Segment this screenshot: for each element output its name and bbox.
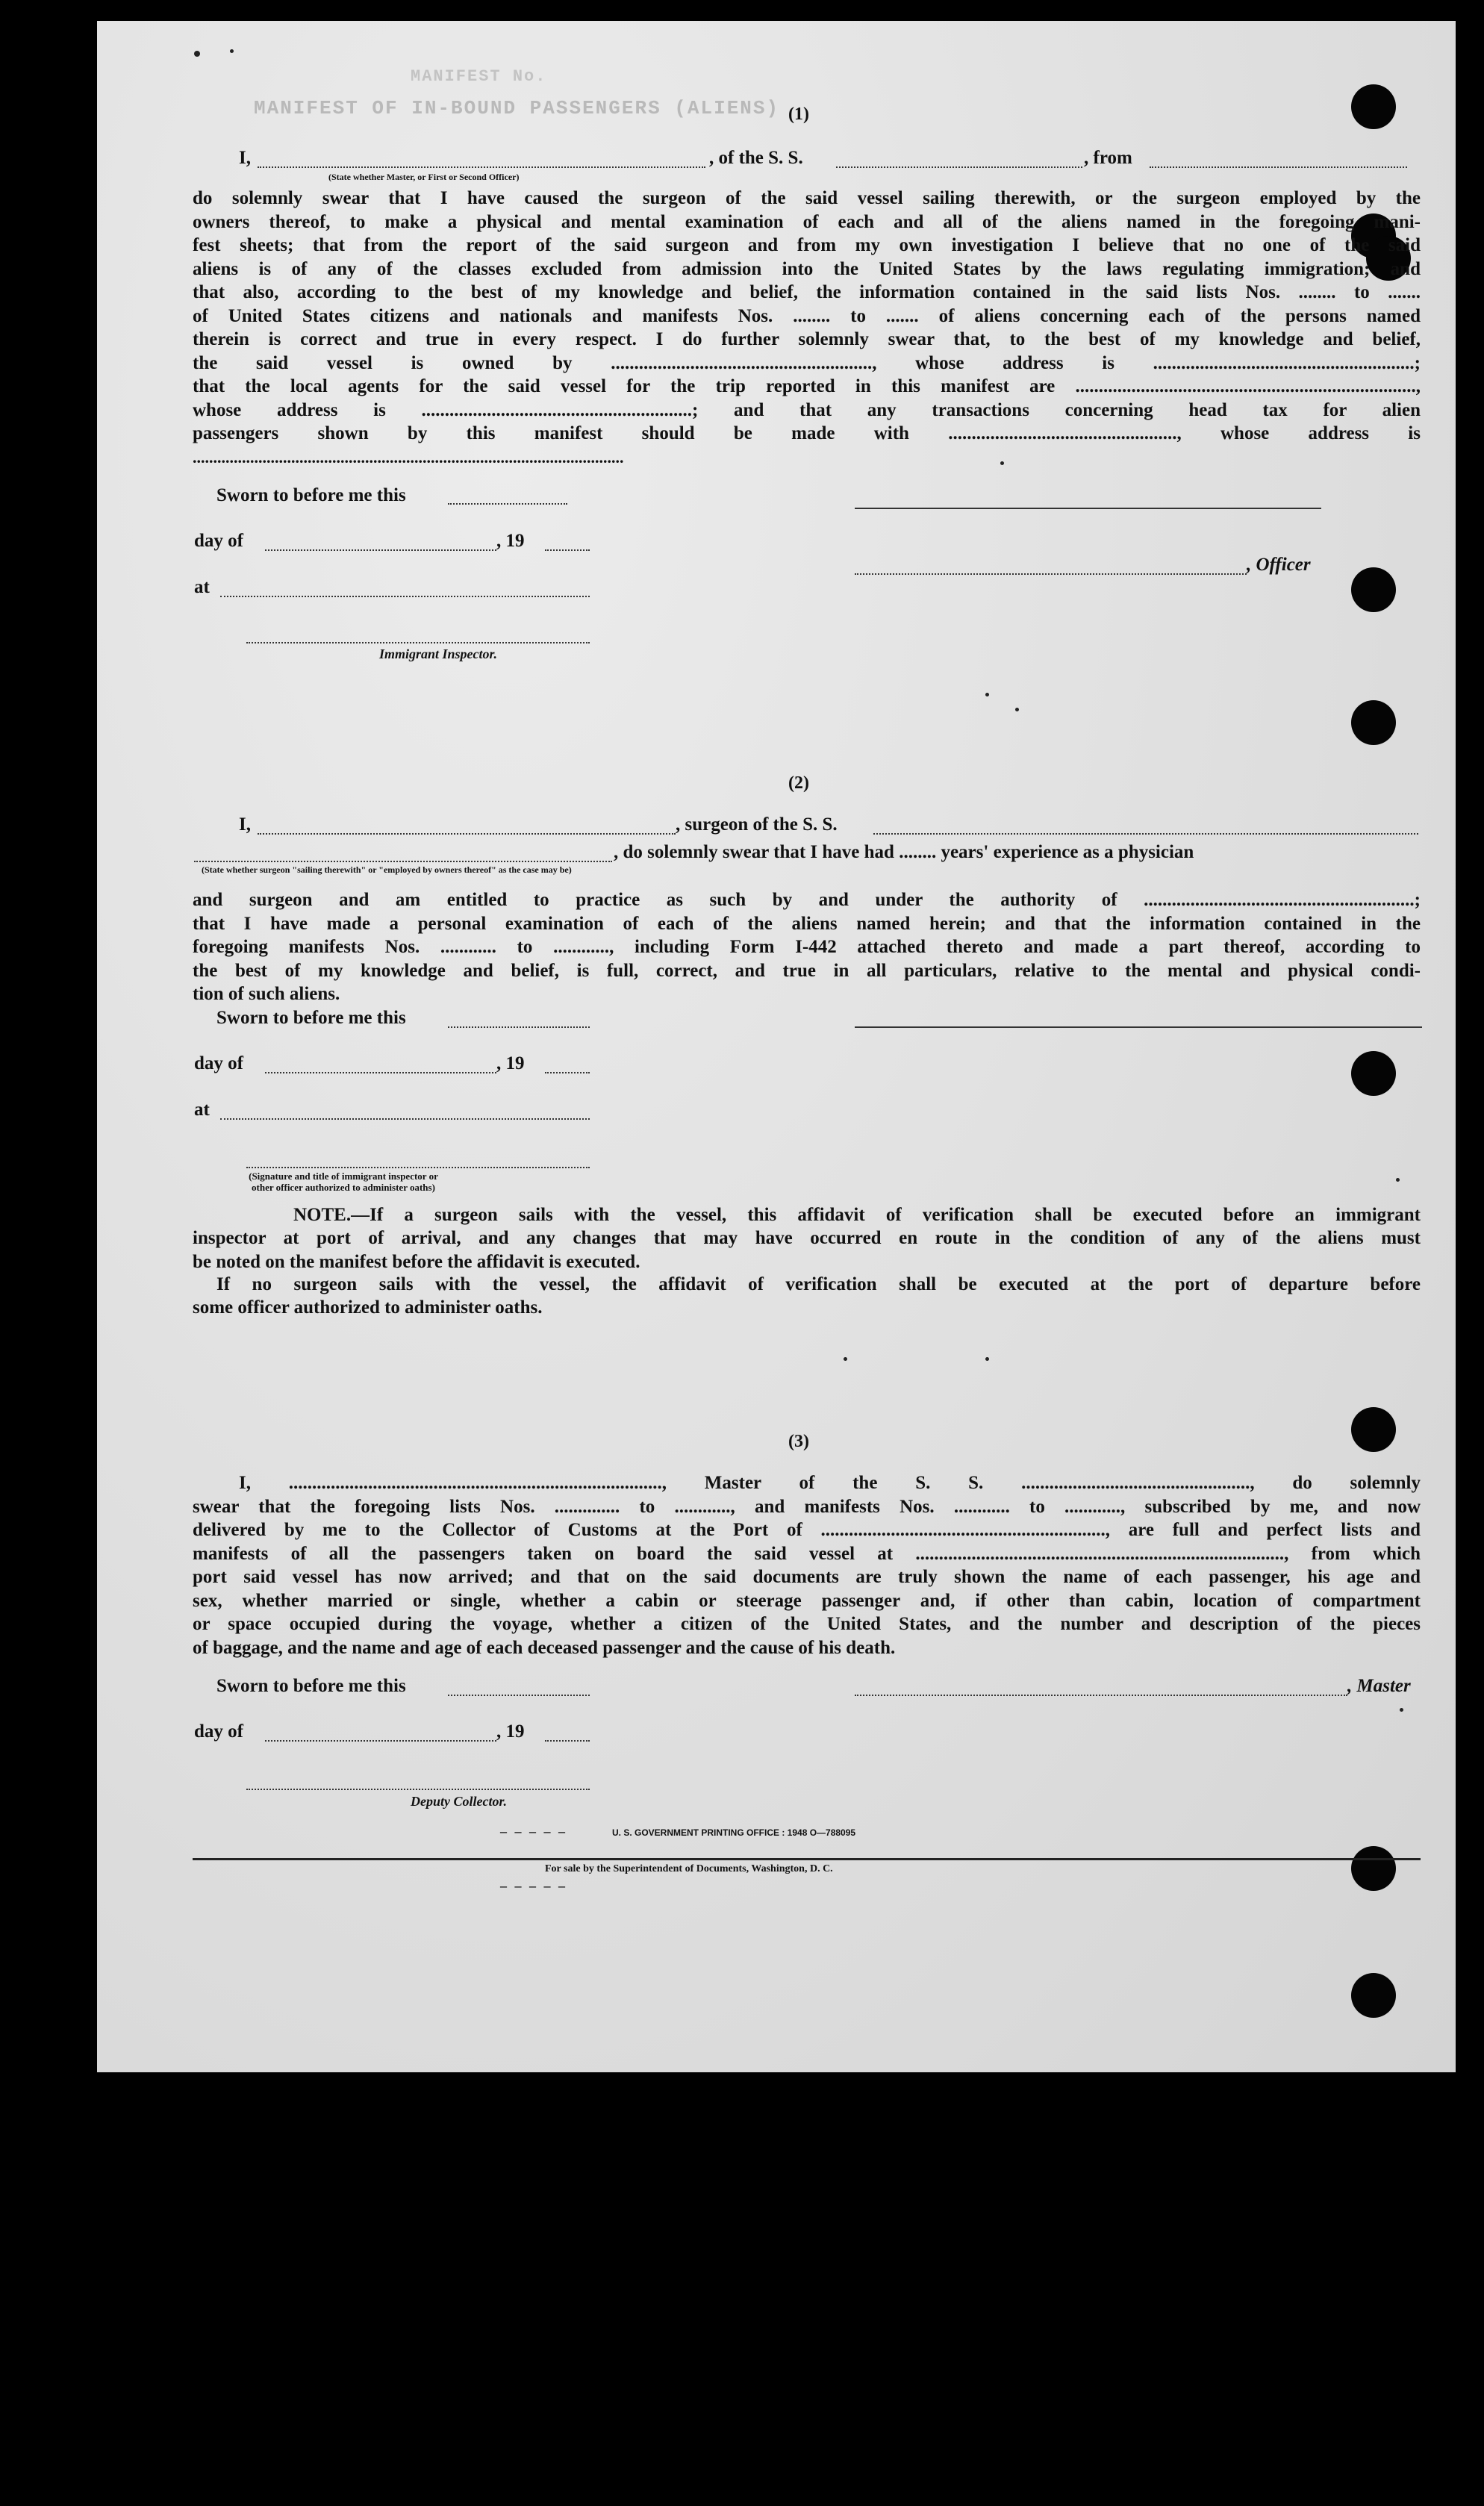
section-2-i: I, (239, 814, 251, 835)
section-3-sworn: Sworn to before me this (216, 1676, 406, 1696)
speck (985, 693, 989, 696)
section-1-from: , from (1084, 148, 1132, 168)
speck (1396, 1178, 1400, 1182)
authorized-officer-signature-line (246, 1167, 590, 1168)
section-2-sworn: Sworn to before me this (216, 1008, 406, 1028)
oath-line: the said vessel is owned by ........................................................, whose address is ........................................................; (193, 352, 1421, 373)
section-2-at: at (194, 1100, 210, 1120)
year-blank (545, 1740, 590, 1742)
section-3-day-of: day of (194, 1721, 243, 1742)
bleed-through-title: MANIFEST OF IN-BOUND PASSENGERS (ALIENS) (254, 97, 780, 119)
sworn-date-blank (448, 503, 567, 505)
punch-hole (1351, 567, 1396, 612)
section-1-day-of: day of (194, 531, 243, 551)
day-blank (265, 1740, 496, 1742)
section-1-of-ss: , of the S. S. (709, 148, 803, 168)
section-1-sworn: Sworn to before me this (216, 485, 406, 505)
punch-hole (1351, 1407, 1396, 1452)
master-signature-line (855, 1695, 1347, 1696)
printer-imprint: U. S. GOVERNMENT PRINTING OFFICE : 1948 O—788095 (612, 1827, 856, 1838)
year-blank (545, 1072, 590, 1073)
punch-hole (1351, 84, 1396, 129)
oath-line: passengers shown by this manifest should be made with ................................................., whose address is (193, 423, 1421, 443)
section-2-heading: (2) (788, 773, 809, 793)
section-2-oath (193, 888, 1421, 1006)
oath-line: fest sheets; that from the report of the said surgeon and from my own investigation I believe that no one of the said (193, 235, 1421, 255)
oath-line: delivered by me to the Collector of Customs at the Port of ............................................................., are full and perfect lists and (193, 1520, 1421, 1540)
note-second-paragraph-cont (193, 1296, 1421, 1319)
master-name-blank (258, 166, 705, 168)
surgeon-status-blank (194, 861, 612, 862)
note-paragraph-cont (193, 1226, 1421, 1274)
printer-dashes: – – – – – (500, 1824, 567, 1839)
year-blank (545, 549, 590, 551)
section-1-heading: (1) (788, 105, 809, 124)
oath-line: do solemnly swear that I have caused the surgeon of the said vessel sailing therewith, or the surgeon employed by the (193, 188, 1421, 208)
section-3-year: , 19 (496, 1721, 525, 1742)
oath-line: I, ................................................................................, Master of the S. S. ................................................., do solemnly (239, 1473, 1421, 1493)
surgeon-status-note: (State whether surgeon "sailing therewith" or "employed by owners thereof" as the case may be) (202, 864, 572, 875)
note-line: If no surgeon sails with the vessel, the affidavit of verification shall be executed at the port of departure before (216, 1274, 1421, 1294)
day-blank (265, 549, 496, 551)
section-2-year: , 19 (496, 1053, 525, 1073)
vessel-name-blank (836, 166, 1082, 168)
note-line: some officer authorized to administer oaths. (193, 1297, 543, 1318)
oath-line: of baggage, and the name and age of each deceased passenger and the cause of his death. (193, 1637, 896, 1658)
section-3-oath (193, 1471, 1421, 1659)
deputy-collector-caption: Deputy Collector. (411, 1794, 507, 1809)
oath-line: or space occupied during the voyage, whether a citizen of the United States, and the number and description of the pieces (193, 1614, 1421, 1634)
section-1-at: at (194, 577, 210, 597)
note-line: be noted on the manifest before the affidavit is executed. (193, 1251, 640, 1272)
speck (1015, 708, 1019, 711)
speck (985, 1357, 989, 1361)
oath-line: owners thereof, to make a physical and mental examination of each and all of the aliens named in the foregoing mani- (193, 211, 1421, 232)
surgeon-signature-line (855, 1026, 1422, 1028)
speck (1400, 1708, 1403, 1712)
oath-line: of United States citizens and nationals and manifests Nos. ........ to ....... of aliens concerning each of the persons named (193, 305, 1421, 326)
inspector-signature-line (246, 642, 590, 643)
speck (230, 49, 234, 53)
oath-line: sex, whether married or single, whether a cabin or steerage passenger and, if other than cabin, location of compartment (193, 1590, 1421, 1611)
oath-line: aliens is of any of the classes excluded from admission into the United States by the laws regulating immigration; and (193, 258, 1421, 279)
document-page (97, 21, 1456, 2072)
officer-rank-note: (State whether Master, or First or Second Officer) (328, 172, 520, 182)
section-1-i: I, (239, 148, 251, 168)
speck (194, 51, 200, 57)
at-blank (220, 1118, 590, 1120)
section-1-officer: , Officer (1247, 555, 1311, 575)
oath-line: therein is correct and true in every respect. I do further solemnly swear that, to the best of my knowledge and belief, (193, 329, 1421, 349)
note-second-paragraph (216, 1273, 1421, 1297)
note-line: inspector at port of arrival, and any changes that may have occurred en route in the condition of any of the aliens must (193, 1228, 1421, 1248)
signature-caption: (Signature and title of immigrant inspector or other officer authorized to administer oaths) (249, 1171, 438, 1193)
section-1-oath (193, 187, 1421, 469)
officer-signature-line (855, 508, 1321, 509)
note-paragraph (293, 1203, 1421, 1227)
section-3-master: , Master (1347, 1676, 1411, 1696)
section-1-year: , 19 (496, 531, 525, 551)
section-3-heading: (3) (788, 1432, 809, 1451)
oath-line: that the local agents for the said vessel for the trip reported in this manifest are ........................................................................., (193, 376, 1421, 396)
section-2-line-2: , do solemnly swear that I have had ........ years' experience as a physician (614, 842, 1194, 862)
oath-line: foregoing manifests Nos. ............ to ............, including Form I-442 attached thereto and made a part thereof, according to (193, 937, 1421, 957)
punch-hole (1351, 1846, 1396, 1891)
footer-dashes: – – – – – (500, 1878, 567, 1893)
surgeon-name-blank (258, 833, 676, 835)
sworn-date-blank (448, 1026, 590, 1028)
oath-line: that I have made a personal examination of each of the aliens named herein; and that the information contained in the (193, 913, 1421, 934)
oath-line: tion of such aliens. (193, 984, 340, 1004)
punch-hole (1351, 1973, 1396, 2018)
at-blank (220, 596, 590, 597)
officer-title-blank (855, 573, 1247, 575)
surgeon-vessel-blank (873, 833, 1418, 835)
oath-line: that also, according to the best of my knowledge and belief, the information contained in the said lists Nos. ........ to ....... (193, 282, 1421, 302)
oath-line: the best of my knowledge and belief, is full, correct, and true in all particulars, relative to the mental and physical condi- (193, 960, 1421, 981)
speck (844, 1357, 847, 1361)
section-2-surgeon-of: , surgeon of the S. S. (676, 814, 838, 835)
oath-line: swear that the foregoing lists Nos. .............. to ............, and manifests Nos. ............ to ............, subscribed by me, and now (193, 1496, 1421, 1517)
footer-rule (193, 1858, 1421, 1860)
note-line: NOTE.—If a surgeon sails with the vessel, this affidavit of verification shall be executed before an immigrant (293, 1205, 1421, 1225)
sale-notice: For sale by the Superintendent of Documents, Washington, D. C. (545, 1863, 833, 1874)
sworn-date-blank (448, 1695, 590, 1696)
section-2-day-of: day of (194, 1053, 243, 1073)
oath-line: manifests of all the passengers taken on board the said vessel at ..............................................................................., from which (193, 1543, 1421, 1564)
oath-line: ......................................................................................................... (193, 447, 624, 467)
speck (1000, 461, 1004, 465)
bleed-through-manifest-no: MANIFEST No. (411, 67, 547, 86)
punch-hole (1351, 1051, 1396, 1096)
immigrant-inspector-caption: Immigrant Inspector. (379, 646, 498, 661)
oath-line: port said vessel has now arrived; and that on the said documents are truly shown the name of each passenger, his age and (193, 1567, 1421, 1587)
punch-hole (1351, 700, 1396, 745)
from-port-blank (1150, 166, 1407, 168)
day-blank (265, 1072, 496, 1073)
deputy-signature-line (246, 1789, 590, 1790)
oath-line: and surgeon and am entitled to practice as such by and under the authority of ..........................................................; (193, 890, 1421, 910)
oath-line: whose address is ..........................................................; and that any transactions concerning head tax for alien (193, 399, 1421, 420)
